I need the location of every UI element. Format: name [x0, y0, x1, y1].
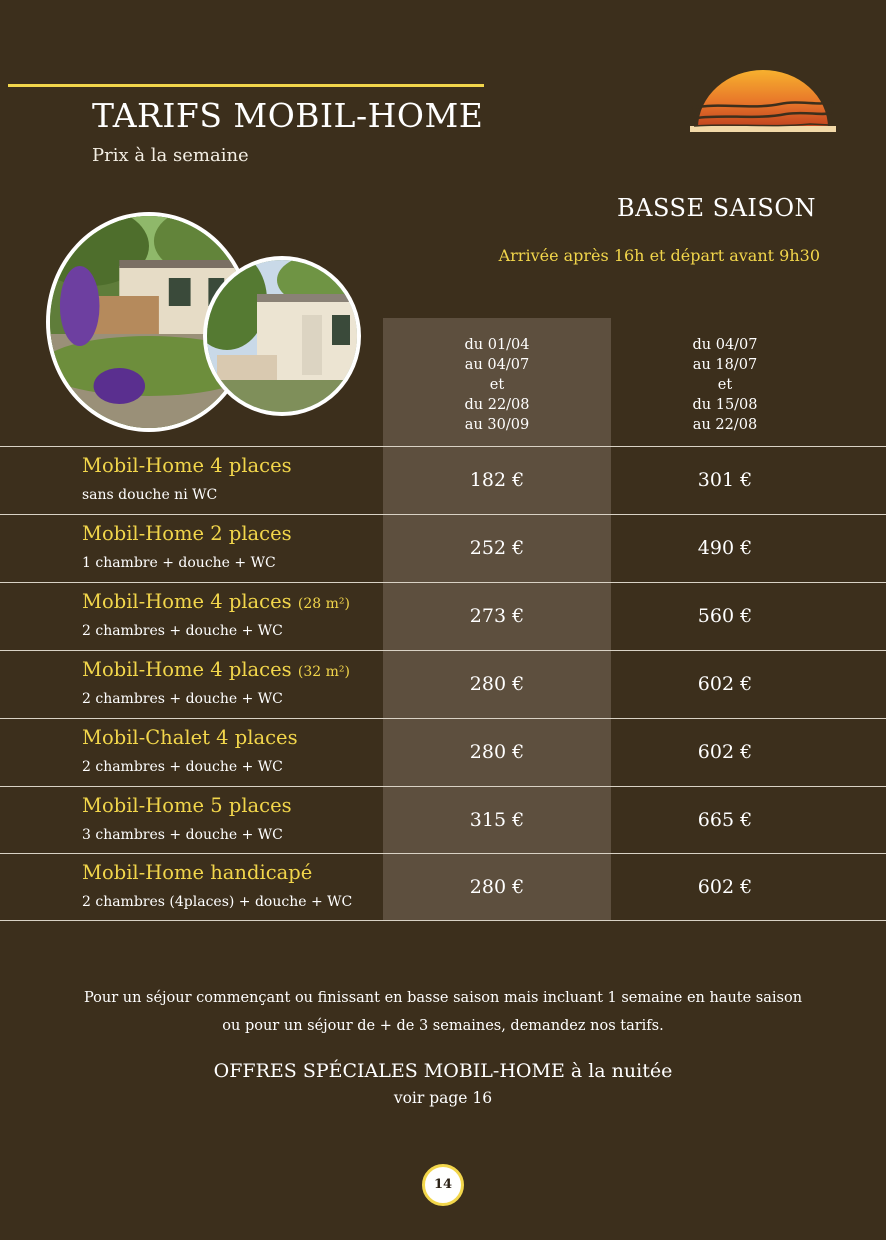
price-period-2: 560 €: [697, 605, 753, 627]
row-name-text: Mobil-Home 5 places: [82, 794, 292, 817]
price-period-1: 280 €: [469, 876, 525, 898]
period-1-line-2: au 04/07: [464, 357, 530, 373]
row-description: 1 chambre + douche + WC: [82, 555, 276, 571]
price-period-2: 490 €: [697, 537, 753, 559]
row-size-note: (32 m²): [297, 664, 350, 680]
price-period-1: 273 €: [469, 605, 525, 627]
row-name-text: Mobil-Home 4 places: [82, 454, 292, 477]
price-period-2: 665 €: [697, 809, 753, 831]
price-period-2: 602 €: [697, 741, 753, 763]
top-rule: [8, 84, 484, 87]
special-offers-reference: voir page 16: [393, 1089, 493, 1107]
season-heading: BASSE SAISON: [617, 194, 816, 222]
period-header-1: [383, 335, 611, 435]
footnote-line-1: Pour un séjour commençant ou finissant en basse saison mais incluant 1 semaine en haute saison: [83, 990, 803, 1006]
price-period-2: 602 €: [697, 876, 753, 898]
price-period-1: 252 €: [469, 537, 525, 559]
price-period-1: 280 €: [469, 673, 525, 695]
row-name: [82, 590, 350, 613]
row-description: 2 chambres (4places) + douche + WC: [82, 894, 353, 910]
period-2-line-5: au 22/08: [692, 417, 758, 433]
row-description: sans douche ni WC: [82, 487, 218, 503]
footnote-line-2: ou pour un séjour de + de 3 semaines, demandez nos tarifs.: [222, 1018, 664, 1034]
table-row: [0, 583, 886, 650]
page-title: TARIFS MOBIL-HOME: [92, 96, 484, 135]
row-name-text: Mobil-Home 4 places: [82, 658, 292, 681]
period-2-line-1: du 04/07: [692, 337, 758, 353]
price-period-1: 315 €: [469, 809, 525, 831]
table-row: [0, 651, 886, 718]
mobile-home-photo-small: [203, 256, 361, 416]
row-name: [82, 861, 312, 884]
footnote: [0, 984, 886, 1040]
row-name: [82, 522, 292, 545]
period-1-line-3: et: [489, 377, 505, 393]
table-row: [0, 719, 886, 786]
row-description: 2 chambres + douche + WC: [82, 691, 283, 707]
row-size-note: (28 m²): [297, 596, 350, 612]
row-name-text: Mobil-Home 4 places: [82, 590, 292, 613]
table-row: [0, 447, 886, 514]
row-name-text: Mobil-Home 2 places: [82, 522, 292, 545]
table-row: [0, 854, 886, 921]
row-description: 2 chambres + douche + WC: [82, 623, 283, 639]
arrival-note: Arrivée après 16h et départ avant 9h30: [498, 246, 820, 265]
period-2-line-4: du 15/08: [692, 397, 758, 413]
row-name-text: Mobil-Home handicapé: [82, 861, 313, 884]
row-name-text: Mobil-Chalet 4 places: [82, 726, 298, 749]
page-number: 14: [422, 1164, 464, 1206]
period-1-line-4: du 22/08: [464, 397, 530, 413]
period-1-line-1: du 01/04: [464, 337, 530, 353]
period-2-line-3: et: [717, 377, 733, 393]
price-period-2: 301 €: [697, 469, 753, 491]
row-name: [82, 794, 292, 817]
row-name: [82, 454, 292, 477]
period-2-line-2: au 18/07: [692, 357, 758, 373]
table-row: [0, 787, 886, 854]
period-header-2: [611, 335, 839, 435]
price-period-1: 182 €: [469, 469, 525, 491]
row-description: 2 chambres + douche + WC: [82, 759, 283, 775]
page-subtitle: Prix à la semaine: [92, 145, 249, 166]
row-description: 3 chambres + douche + WC: [82, 827, 283, 843]
special-offers-title: OFFRES SPÉCIALES MOBIL-HOME à la nuitée: [213, 1060, 673, 1082]
row-name: [82, 726, 298, 749]
row-name: [82, 658, 350, 681]
period-1-line-5: au 30/09: [464, 417, 530, 433]
price-period-1: 280 €: [469, 741, 525, 763]
price-period-2: 602 €: [697, 673, 753, 695]
sunset-logo: [690, 68, 836, 132]
table-row: [0, 515, 886, 582]
